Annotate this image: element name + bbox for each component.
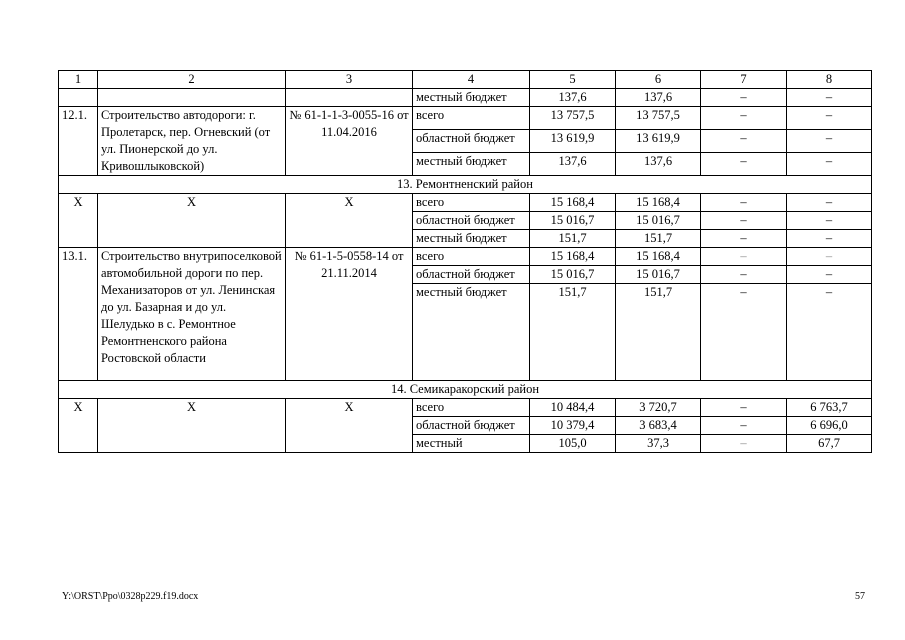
table-row — [59, 248, 872, 266]
item-contract: № 61-1-5-0558-14 от 21.11.2014 — [286, 248, 413, 381]
dash-cell: – — [787, 130, 872, 153]
dash-cell: – — [701, 107, 787, 130]
section-title: 13. Ремонтненский район — [59, 176, 872, 194]
value-cell: 13 757,5 — [530, 107, 616, 130]
value-cell: 137,6 — [530, 89, 616, 107]
empty-cell — [286, 89, 413, 107]
dash-cell: – — [701, 266, 787, 284]
dash-cell: – — [701, 284, 787, 381]
item-name: Строительство автодороги: г. Пролетарск, пер. Огневский (от ул. Пионерской до ул. Кривошлыковской) — [98, 107, 286, 176]
value-cell: 151,7 — [616, 230, 701, 248]
value-cell: 151,7 — [530, 284, 616, 381]
footer-file-path: Y:\ORST\Ppo\0328p229.f19.docx — [62, 591, 199, 602]
value-cell: 15 168,4 — [530, 194, 616, 212]
item-name: Строительство внутрипоселковой автомобильной дороги по пер. Механизаторов от ул. Ленинская до ул. Базарная и до ул. Шелудько в с. Ремонтное Ремонтненского района Ростовской области — [98, 248, 286, 381]
budget-type-cell: областной бюджет — [413, 130, 530, 153]
value-cell: 3 683,4 — [616, 417, 701, 435]
value-cell: 6 763,7 — [787, 399, 872, 417]
value-cell: 15 016,7 — [530, 266, 616, 284]
value-cell: 6 696,0 — [787, 417, 872, 435]
value-cell: 151,7 — [616, 284, 701, 381]
x-mark-cell: Х — [286, 399, 413, 453]
dash-cell: – — [701, 212, 787, 230]
value-cell: 15 016,7 — [616, 266, 701, 284]
budget-type-cell: всего — [413, 399, 530, 417]
dash-cell: – — [701, 153, 787, 176]
section-row — [59, 381, 872, 399]
section-title: 14. Семикаракорский район — [59, 381, 872, 399]
empty-cell — [59, 89, 98, 107]
dash-cell: – — [787, 194, 872, 212]
value-cell: 105,0 — [530, 435, 616, 453]
dash-cell: – — [787, 107, 872, 130]
section-row — [59, 176, 872, 194]
dash-cell: – — [787, 284, 872, 381]
header-cell: 5 — [530, 71, 616, 89]
value-cell: 37,3 — [616, 435, 701, 453]
value-cell: 10 484,4 — [530, 399, 616, 417]
budget-type-cell: местный бюджет — [413, 89, 530, 107]
dash-cell: – — [701, 248, 787, 266]
header-cell: 6 — [616, 71, 701, 89]
dash-cell: – — [787, 153, 872, 176]
value-cell: 13 757,5 — [616, 107, 701, 130]
header-cell: 4 — [413, 71, 530, 89]
budget-type-cell: местный бюджет — [413, 153, 530, 176]
budget-type-cell: местный бюджет — [413, 284, 530, 381]
budget-type-cell: всего — [413, 194, 530, 212]
value-cell: 15 016,7 — [530, 212, 616, 230]
header-cell: 7 — [701, 71, 787, 89]
value-cell: 13 619,9 — [530, 130, 616, 153]
value-cell: 13 619,9 — [616, 130, 701, 153]
value-cell: 15 168,4 — [616, 194, 701, 212]
x-mark-cell: Х — [98, 399, 286, 453]
x-mark-cell: Х — [286, 194, 413, 248]
dash-cell: – — [701, 194, 787, 212]
header-cell: 8 — [787, 71, 872, 89]
dash-cell: – — [701, 89, 787, 107]
item-number: 12.1. — [59, 107, 98, 176]
dash-cell: – — [787, 89, 872, 107]
budget-type-cell: областной бюджет — [413, 417, 530, 435]
table-row — [59, 107, 872, 130]
value-cell: 151,7 — [530, 230, 616, 248]
budget-type-cell: всего — [413, 248, 530, 266]
dash-cell: – — [787, 266, 872, 284]
dash-cell: – — [701, 417, 787, 435]
value-cell: 3 720,7 — [616, 399, 701, 417]
dash-cell: – — [787, 230, 872, 248]
value-cell: 137,6 — [616, 153, 701, 176]
value-cell: 137,6 — [530, 153, 616, 176]
value-cell: 67,7 — [787, 435, 872, 453]
dash-cell: – — [701, 435, 787, 453]
header-cell: 2 — [98, 71, 286, 89]
header-cell: 1 — [59, 71, 98, 89]
value-cell: 15 016,7 — [616, 212, 701, 230]
x-mark-cell: Х — [98, 194, 286, 248]
value-cell: 15 168,4 — [616, 248, 701, 266]
header-cell: 3 — [286, 71, 413, 89]
table-header-row — [59, 71, 872, 89]
budget-table — [58, 70, 872, 453]
table-row — [59, 399, 872, 417]
dash-cell: – — [701, 130, 787, 153]
item-number: 13.1. — [59, 248, 98, 381]
value-cell: 137,6 — [616, 89, 701, 107]
dash-cell: – — [787, 212, 872, 230]
item-contract: № 61-1-1-3-0055-16 от 11.04.2016 — [286, 107, 413, 176]
x-mark-cell: Х — [59, 194, 98, 248]
value-cell: 10 379,4 — [530, 417, 616, 435]
dash-cell: – — [701, 230, 787, 248]
table-row — [59, 89, 872, 107]
value-cell: 15 168,4 — [530, 248, 616, 266]
footer-page-number: 57 — [855, 591, 865, 602]
budget-type-cell: областной бюджет — [413, 212, 530, 230]
budget-type-cell: местный бюджет — [413, 230, 530, 248]
empty-cell — [98, 89, 286, 107]
dash-cell: – — [701, 399, 787, 417]
budget-type-cell: местный — [413, 435, 530, 453]
dash-cell: – — [787, 248, 872, 266]
budget-type-cell: областной бюджет — [413, 266, 530, 284]
table-row — [59, 194, 872, 212]
x-mark-cell: Х — [59, 399, 98, 453]
budget-type-cell: всего — [413, 107, 530, 130]
